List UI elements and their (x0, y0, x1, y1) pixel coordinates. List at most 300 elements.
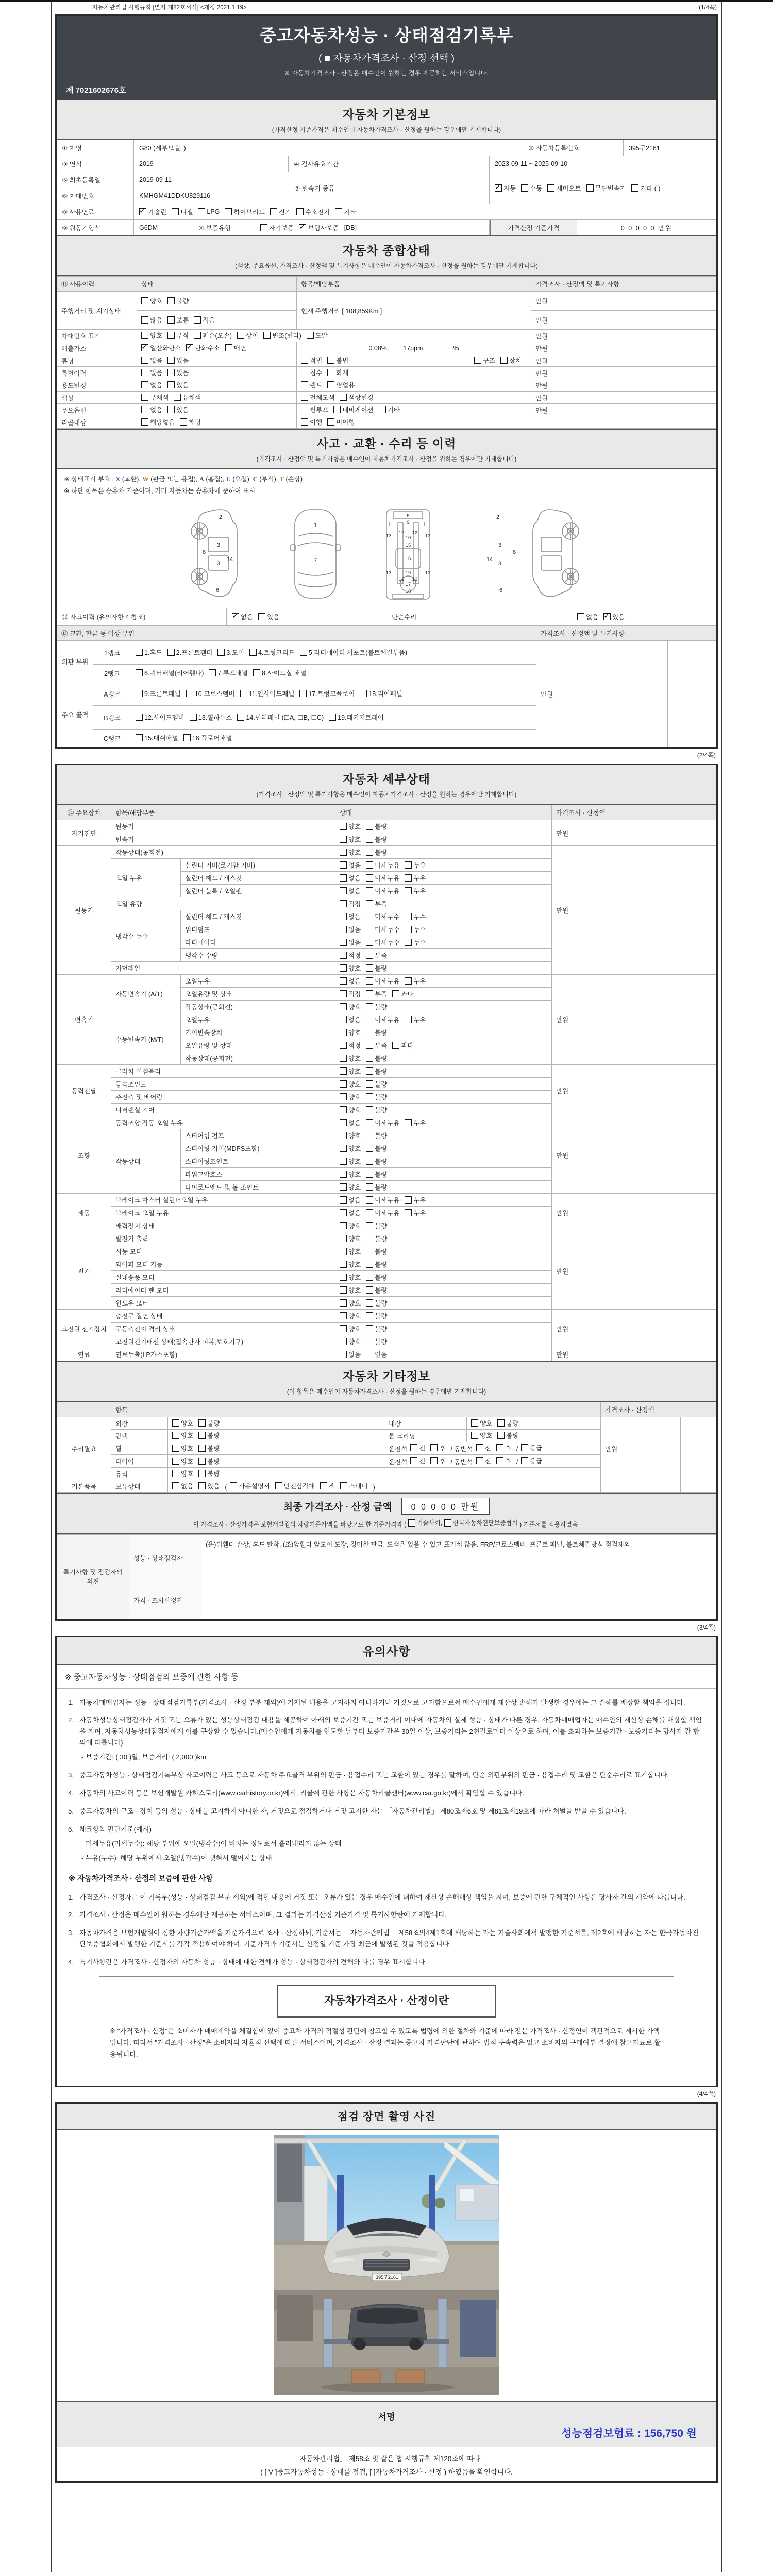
unchecked-checkbox[interactable] (405, 1209, 412, 1216)
checkbox-label: 후 (439, 1445, 446, 1452)
checked-checkbox[interactable] (232, 613, 239, 620)
unchecked-checkbox[interactable] (172, 1458, 179, 1465)
unchecked-checkbox[interactable] (547, 184, 554, 192)
checkbox-label: 양호 (348, 1106, 361, 1114)
unchecked-checkbox[interactable] (366, 1222, 373, 1229)
checkbox-label: 미세누유 (375, 1016, 400, 1024)
checked-checkbox[interactable] (141, 344, 148, 351)
unchecked-checkbox[interactable] (141, 394, 148, 401)
checkbox-label: 이행 (310, 419, 323, 426)
unchecked-checkbox[interactable] (366, 1299, 373, 1307)
exchange-memo-cell (668, 641, 716, 747)
unchecked-checkbox[interactable] (141, 357, 148, 364)
unchecked-checkbox[interactable] (497, 1419, 505, 1427)
unchecked-checkbox[interactable] (405, 861, 412, 869)
checkbox-option (240, 689, 295, 698)
unchecked-checkbox[interactable] (167, 357, 175, 364)
unchecked-checkbox[interactable] (366, 1029, 373, 1036)
unchecked-checkbox[interactable] (335, 208, 342, 215)
unchecked-checkbox[interactable] (333, 406, 341, 413)
unchecked-checkbox[interactable] (198, 1470, 206, 1477)
unchecked-checkbox[interactable] (586, 184, 594, 192)
unchecked-checkbox[interactable] (340, 900, 347, 907)
price-cell: 만원 (552, 1065, 629, 1116)
unchecked-checkbox[interactable] (230, 1482, 237, 1489)
unchecked-checkbox[interactable] (366, 1183, 373, 1191)
unchecked-checkbox[interactable] (366, 926, 373, 933)
unchecked-checkbox[interactable] (301, 394, 308, 401)
polish-options (168, 1430, 384, 1442)
checkbox-label: 부식 (176, 332, 189, 340)
unchecked-checkbox[interactable] (340, 1209, 347, 1216)
unchecked-checkbox[interactable] (366, 1274, 373, 1281)
unchecked-checkbox[interactable] (301, 357, 308, 364)
unchecked-checkbox[interactable] (198, 1419, 206, 1427)
etc-subtitle: (이 항목은 매수인이 자동차가격조사 · 산정을 원하는 경우에만 기재합니다) (287, 1388, 486, 1395)
checkbox-label: 있음 (176, 369, 189, 377)
unchecked-checkbox[interactable] (172, 1445, 179, 1452)
unchecked-checkbox[interactable] (405, 1196, 412, 1204)
unchecked-checkbox[interactable] (366, 1067, 373, 1075)
state-options (335, 859, 552, 872)
checked-checkbox[interactable] (186, 344, 193, 351)
car-diagram (57, 501, 716, 608)
unchecked-checkbox[interactable] (340, 861, 347, 869)
checked-checkbox[interactable] (495, 184, 502, 192)
rank1-row (57, 641, 716, 665)
unchecked-checkbox[interactable] (340, 1171, 347, 1178)
unchecked-checkbox[interactable] (366, 1132, 373, 1139)
unchecked-checkbox[interactable] (340, 1145, 347, 1152)
checked-checkbox[interactable] (299, 224, 306, 231)
unchecked-checkbox[interactable] (141, 316, 148, 324)
unchecked-checkbox[interactable] (476, 1457, 483, 1464)
unchecked-checkbox[interactable] (340, 394, 347, 401)
unchecked-checkbox[interactable] (379, 406, 386, 413)
unchecked-checkbox[interactable] (340, 1080, 347, 1088)
checked-checkbox[interactable] (603, 613, 611, 620)
inline-text: 운전석 (389, 1446, 408, 1453)
checkbox-option (172, 207, 193, 216)
item-label: 원동기 (111, 820, 335, 833)
unchecked-checkbox[interactable] (366, 1106, 373, 1113)
unchecked-checkbox[interactable] (521, 184, 528, 192)
checkbox-label: 없음 (348, 1016, 361, 1024)
unchecked-checkbox[interactable] (366, 1145, 373, 1152)
item-label: 타이로드엔드 및 볼 조인트 (181, 1181, 335, 1194)
unchecked-checkbox[interactable] (340, 1286, 347, 1294)
unchecked-checkbox[interactable] (366, 1338, 373, 1345)
unchecked-checkbox[interactable] (366, 849, 373, 856)
unchecked-checkbox[interactable] (209, 669, 216, 676)
price-cell: 만원 (531, 404, 629, 416)
unchecked-checkbox[interactable] (340, 964, 347, 972)
unchecked-checkbox[interactable] (186, 690, 193, 697)
checkbox-option (521, 1443, 542, 1452)
unchecked-checkbox[interactable] (340, 1029, 347, 1036)
unchecked-checkbox[interactable] (340, 836, 347, 843)
unchecked-checkbox[interactable] (366, 1158, 373, 1165)
unchecked-checkbox[interactable] (392, 990, 399, 997)
unchecked-checkbox[interactable] (136, 690, 143, 697)
unchecked-checkbox[interactable] (194, 316, 201, 324)
unchecked-checkbox[interactable] (366, 1312, 373, 1319)
unchecked-checkbox[interactable] (307, 332, 314, 339)
unchecked-checkbox[interactable] (167, 649, 175, 656)
row-vin-mark (57, 330, 716, 342)
unchecked-checkbox[interactable] (180, 418, 187, 426)
checkbox-option (497, 1431, 518, 1440)
unchecked-checkbox[interactable] (167, 332, 175, 339)
unchecked-checkbox[interactable] (327, 369, 334, 376)
subgroup-label: 수동변속기 (M/T) (111, 1013, 181, 1065)
unchecked-checkbox[interactable] (500, 357, 508, 364)
unchecked-checkbox[interactable] (366, 1042, 373, 1049)
unchecked-checkbox[interactable] (198, 1445, 206, 1452)
unchecked-checkbox[interactable] (340, 1338, 347, 1345)
unchecked-checkbox[interactable] (366, 887, 373, 894)
unchecked-checkbox[interactable] (366, 836, 373, 843)
checkbox-option (405, 860, 426, 870)
notice-title: 유의사항 (362, 1644, 411, 1658)
unchecked-checkbox[interactable] (577, 613, 584, 620)
unchecked-checkbox[interactable] (366, 990, 373, 997)
unchecked-checkbox[interactable] (172, 1470, 179, 1477)
unchecked-checkbox[interactable] (340, 926, 347, 933)
unchecked-checkbox[interactable] (172, 1482, 179, 1489)
checkbox-label: 누유 (413, 1119, 426, 1127)
unchecked-checkbox[interactable] (327, 418, 334, 426)
checkbox-option (405, 1208, 426, 1217)
checkbox-label: 양호 (181, 1458, 194, 1465)
unchecked-checkbox[interactable] (198, 1482, 206, 1489)
unchecked-checkbox[interactable] (327, 357, 334, 364)
unchecked-checkbox[interactable] (366, 861, 373, 869)
unchecked-checkbox[interactable] (190, 714, 197, 721)
unchecked-checkbox[interactable] (631, 184, 638, 192)
unchecked-checkbox[interactable] (301, 418, 308, 426)
unchecked-checkbox[interactable] (471, 1419, 478, 1427)
unchecked-checkbox[interactable] (167, 381, 175, 388)
unchecked-checkbox[interactable] (410, 1444, 417, 1451)
state-code-letter: U (226, 476, 231, 483)
unchecked-checkbox[interactable] (340, 1235, 347, 1242)
unchecked-checkbox[interactable] (141, 369, 148, 376)
opinion-row-appraiser (57, 1582, 716, 1619)
unchecked-checkbox[interactable] (340, 1158, 347, 1165)
checkbox-label: 유채색 (182, 394, 201, 401)
unchecked-checkbox[interactable] (471, 1432, 478, 1439)
unchecked-checkbox[interactable] (167, 297, 175, 304)
unchecked-checkbox[interactable] (172, 1432, 179, 1439)
unchecked-checkbox[interactable] (167, 316, 175, 324)
checkbox-label: 없음 (150, 357, 163, 364)
unchecked-checkbox[interactable] (340, 1093, 347, 1100)
unchecked-checkbox[interactable] (340, 1003, 347, 1010)
unchecked-checkbox[interactable] (366, 913, 373, 920)
basic-row-fuel (57, 204, 716, 220)
unchecked-checkbox[interactable] (366, 939, 373, 946)
unchecked-checkbox[interactable] (366, 1325, 373, 1332)
unchecked-checkbox[interactable] (366, 874, 373, 882)
unchecked-checkbox[interactable] (405, 977, 412, 985)
svg-text:13: 13 (385, 533, 392, 539)
unchecked-checkbox[interactable] (366, 1248, 373, 1255)
unchecked-checkbox[interactable] (194, 332, 201, 339)
checkbox-option (299, 223, 339, 232)
checkbox-label: 4.트렁크리드 (258, 649, 295, 656)
checkbox-option (340, 1221, 361, 1230)
unchecked-checkbox[interactable] (263, 332, 271, 339)
unchecked-checkbox[interactable] (340, 1183, 347, 1191)
unchecked-checkbox[interactable] (340, 1196, 347, 1204)
unchecked-checkbox[interactable] (366, 900, 373, 907)
device-label: 연료 (57, 1348, 111, 1361)
checkbox-label: 있음 (176, 357, 189, 364)
unchecked-checkbox[interactable] (340, 990, 347, 997)
unchecked-checkbox[interactable] (183, 734, 191, 741)
checkbox-option (340, 1247, 361, 1256)
checkbox-option (340, 938, 361, 947)
unchecked-checkbox[interactable] (340, 849, 347, 856)
unchecked-checkbox[interactable] (366, 1093, 373, 1100)
unchecked-checkbox[interactable] (327, 381, 334, 388)
checkbox-option (237, 331, 258, 340)
item-label: 실린더 블록 / 오일팬 (181, 885, 335, 897)
appraiser-label: 가격 · 조사산정자 (129, 1582, 201, 1619)
interior-label: 내장 (384, 1417, 467, 1430)
unchecked-checkbox[interactable] (366, 1286, 373, 1294)
unchecked-checkbox[interactable] (360, 690, 367, 697)
usage-type-options (297, 379, 531, 392)
svg-text:19: 19 (405, 570, 411, 576)
unchecked-checkbox[interactable] (476, 1444, 483, 1451)
unchecked-checkbox[interactable] (136, 649, 143, 656)
page-number-4: (4/4쪽) (697, 2090, 716, 2098)
unchecked-checkbox[interactable] (296, 208, 304, 215)
unchecked-checkbox[interactable] (141, 332, 148, 339)
unchecked-checkbox[interactable] (366, 1261, 373, 1268)
unchecked-checkbox[interactable] (521, 1457, 528, 1464)
unchecked-checkbox[interactable] (405, 939, 412, 946)
outer-panel-label: 외판 부위 (57, 641, 93, 682)
item-label: 오일누유 (181, 975, 335, 988)
checkbox-option (340, 1260, 361, 1269)
checkbox-label: 응급 (530, 1445, 543, 1452)
checkbox-option (392, 989, 413, 998)
basic-info-table (57, 140, 716, 235)
unchecked-checkbox[interactable] (301, 381, 308, 388)
unchecked-checkbox[interactable] (253, 669, 260, 676)
unchecked-checkbox[interactable] (301, 369, 308, 376)
checkbox-label: 17.트렁크플로어 (308, 690, 355, 698)
unchecked-checkbox[interactable] (474, 357, 481, 364)
unchecked-checkbox[interactable] (301, 406, 308, 413)
checkbox-label: 없음 (348, 939, 361, 946)
unchecked-checkbox[interactable] (340, 1299, 347, 1307)
unchecked-checkbox[interactable] (320, 1482, 327, 1489)
checkbox-option (340, 886, 361, 895)
checkbox-label: 있음 (176, 382, 189, 389)
notice-item-text: 자동차의 사고이력 등은 보험개발원 카히스토리(www.carhistory.or.kr)에서, 리콜에 관한 사항은 자동차리콜센터(www.car.go.kr)에서 확인할 수 있습니다. (79, 1789, 525, 1797)
unchecked-checkbox[interactable] (408, 1519, 415, 1527)
unchecked-checkbox[interactable] (405, 887, 412, 894)
unchecked-checkbox[interactable] (366, 1080, 373, 1088)
unchecked-checkbox[interactable] (237, 332, 244, 339)
unchecked-checkbox[interactable] (366, 964, 373, 972)
unchecked-checkbox[interactable] (340, 887, 347, 894)
unchecked-checkbox[interactable] (340, 1351, 347, 1358)
unchecked-checkbox[interactable] (366, 1119, 373, 1126)
unchecked-checkbox[interactable] (340, 1482, 347, 1489)
unchecked-checkbox[interactable] (496, 1457, 503, 1464)
unchecked-checkbox[interactable] (172, 1419, 179, 1427)
unchecked-checkbox[interactable] (366, 1209, 373, 1216)
item-label: 브레이크 마스터 실린더오일 누유 (111, 1194, 335, 1207)
unchecked-checkbox[interactable] (340, 1325, 347, 1332)
unchecked-checkbox[interactable] (141, 406, 148, 413)
section-page3 (55, 1636, 718, 2088)
unchecked-checkbox[interactable] (340, 977, 347, 985)
checkbox-label: 불량 (375, 1029, 388, 1037)
unchecked-checkbox[interactable] (340, 1106, 347, 1113)
svg-text:13: 13 (425, 570, 431, 576)
unchecked-checkbox[interactable] (405, 913, 412, 920)
checkbox-label: 불량 (375, 1325, 388, 1333)
checkbox-label: 영업용 (336, 382, 355, 389)
notice-item-text: - 보증기간: ( 30 )일, 보증거리: ( 2,000 )km (81, 1753, 207, 1761)
unchecked-checkbox[interactable] (198, 1458, 206, 1465)
unchecked-checkbox[interactable] (430, 1444, 438, 1451)
unchecked-checkbox[interactable] (172, 208, 179, 215)
unchecked-checkbox[interactable] (237, 714, 244, 721)
unchecked-checkbox[interactable] (136, 734, 143, 741)
checkbox-label: 적정 (348, 990, 361, 998)
unchecked-checkbox[interactable] (405, 926, 412, 933)
checkbox-label: 불량 (207, 1432, 220, 1439)
state-options (335, 962, 552, 975)
unchecked-checkbox[interactable] (340, 1119, 347, 1126)
unchecked-checkbox[interactable] (340, 874, 347, 882)
unchecked-checkbox[interactable] (496, 1444, 503, 1451)
checkbox-label: 미세누유 (375, 977, 400, 985)
unchecked-checkbox[interactable] (340, 1222, 347, 1229)
unchecked-checkbox[interactable] (366, 823, 373, 830)
unchecked-checkbox[interactable] (366, 1351, 373, 1358)
unchecked-checkbox[interactable] (300, 649, 307, 656)
unchecked-checkbox[interactable] (167, 406, 175, 413)
item-label: 등속조인트 (111, 1078, 335, 1091)
unchecked-checkbox[interactable] (430, 1457, 438, 1464)
unchecked-checkbox[interactable] (258, 613, 265, 620)
unchecked-checkbox[interactable] (217, 649, 225, 656)
checkbox-label: 불량 (375, 1067, 388, 1075)
unchecked-checkbox[interactable] (521, 1444, 528, 1451)
unchecked-checkbox[interactable] (270, 208, 277, 215)
unchecked-checkbox[interactable] (405, 1119, 412, 1126)
unchecked-checkbox[interactable] (405, 874, 412, 882)
final-price-value: 0 0 0 0 0 만원 (401, 1498, 490, 1515)
unchecked-checkbox[interactable] (340, 1312, 347, 1319)
unchecked-checkbox[interactable] (141, 381, 148, 388)
unchecked-checkbox[interactable] (249, 649, 257, 656)
unchecked-checkbox[interactable] (340, 1055, 347, 1062)
memo-cell (629, 330, 716, 342)
unchecked-checkbox[interactable] (329, 714, 336, 721)
unchecked-checkbox[interactable] (225, 344, 232, 351)
unchecked-checkbox[interactable] (340, 952, 347, 959)
checkbox-option (167, 296, 189, 306)
notice-item (68, 1697, 705, 1708)
unchecked-checkbox[interactable] (497, 1432, 505, 1439)
options-have (137, 404, 297, 416)
unchecked-checkbox[interactable] (225, 208, 232, 215)
unchecked-checkbox[interactable] (366, 952, 373, 959)
unchecked-checkbox[interactable] (444, 1519, 451, 1527)
unchecked-checkbox[interactable] (136, 714, 143, 721)
document-note: ※ 자동차가격조사 · 산정은 매수인이 원하는 경우 제공하는 서비스입니다. (284, 70, 489, 77)
unchecked-checkbox[interactable] (366, 1016, 373, 1023)
checkbox-option (340, 848, 361, 857)
unchecked-checkbox[interactable] (340, 1248, 347, 1255)
checkbox-option (141, 368, 162, 377)
unchecked-checkbox[interactable] (340, 1261, 347, 1268)
rank1-items (131, 641, 536, 665)
unchecked-checkbox[interactable] (141, 297, 148, 304)
unchecked-checkbox[interactable] (340, 1132, 347, 1139)
unchecked-checkbox[interactable] (405, 1016, 412, 1023)
unchecked-checkbox[interactable] (340, 1274, 347, 1281)
unchecked-checkbox[interactable] (198, 1432, 206, 1439)
unchecked-checkbox[interactable] (340, 1016, 347, 1023)
checked-checkbox[interactable] (139, 208, 146, 215)
unchecked-checkbox[interactable] (198, 208, 205, 215)
unchecked-checkbox[interactable] (366, 1196, 373, 1204)
unchecked-checkbox[interactable] (340, 939, 347, 946)
unchecked-checkbox[interactable] (240, 690, 247, 697)
state-code-desc: (부식), (257, 476, 280, 483)
unchecked-checkbox[interactable] (366, 1235, 373, 1242)
unchecked-checkbox[interactable] (340, 1067, 347, 1075)
checkbox-label: 누유 (413, 861, 426, 869)
unchecked-checkbox[interactable] (366, 977, 373, 985)
unchecked-checkbox[interactable] (366, 1003, 373, 1010)
unchecked-checkbox[interactable] (260, 224, 267, 231)
unchecked-checkbox[interactable] (141, 418, 148, 426)
unchecked-checkbox[interactable] (410, 1457, 417, 1464)
checkbox-label: 양호 (181, 1420, 194, 1427)
unchecked-checkbox[interactable] (299, 690, 307, 697)
unchecked-checkbox[interactable] (392, 1042, 399, 1049)
state-options (335, 1065, 552, 1078)
state-code-desc: (교환), (120, 476, 143, 483)
checkbox-label: 양호 (348, 1235, 361, 1243)
unchecked-checkbox[interactable] (275, 1482, 282, 1489)
unchecked-checkbox[interactable] (340, 823, 347, 830)
unchecked-checkbox[interactable] (340, 1042, 347, 1049)
checkbox-option (366, 1324, 387, 1333)
unchecked-checkbox[interactable] (136, 669, 143, 676)
unchecked-checkbox[interactable] (167, 369, 175, 376)
checkbox-option (167, 368, 189, 377)
unchecked-checkbox[interactable] (340, 913, 347, 920)
unchecked-checkbox[interactable] (366, 1171, 373, 1178)
svg-text:12: 12 (398, 577, 405, 582)
meta-row (52, 2, 721, 13)
unchecked-checkbox[interactable] (174, 394, 181, 401)
device-label: 변속기 (57, 975, 111, 1065)
unchecked-checkbox[interactable] (366, 1055, 373, 1062)
